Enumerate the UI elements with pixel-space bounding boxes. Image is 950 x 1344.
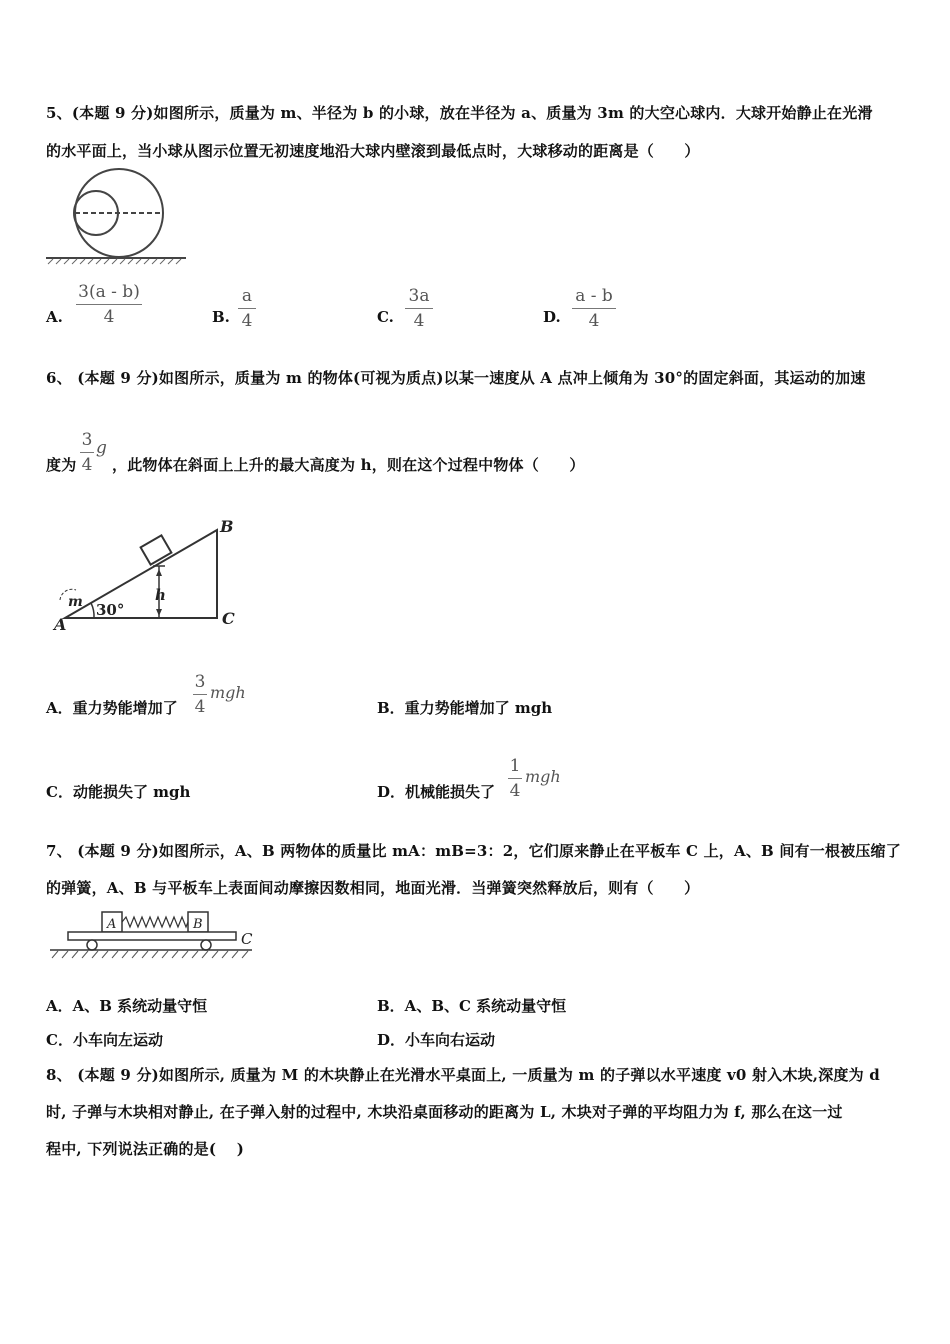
q7-text-line1: 7、 (本题 9 分)如图所示，A、B 两物体的质量比 mA：mB=3：2，它们原来静止在平板车 C 上，A、B 间有一根被压缩了 [46,842,901,860]
q5-option-b-fraction [238,286,256,331]
q7-figure-label-c: C [241,930,253,948]
q6-figure-label-a: A [54,615,67,634]
q5-option-a-fraction [76,282,142,327]
q6-option-d-numerator: 1 [509,756,521,776]
q6-option-c-text: C．动能损失了 mgh [46,783,191,801]
q6-option-d-fraction [508,756,522,801]
q5-text-line2: 的水平面上，当小球从图示位置无初速度地沿大球内壁滚到最低点时，大球移动的距离是（ ） [46,142,700,160]
q6-text-line1: 6、 (本题 9 分)如图所示，质量为 m 的物体(可视为质点)以某一速度从 A 点冲上倾角为 30°的固定斜面，其运动的加速 [46,369,866,387]
q7-figure-label-a: A [107,917,117,932]
q7-figure-cart [46,906,262,966]
q5-option-a-label: A. [46,308,63,326]
q7-text-line2: 的弹簧，A、B 与平板车上表面间动摩擦因数相同，地面光滑．当弹簧突然释放后，则有（ ） [46,879,700,897]
q6-option-a-fraction [193,672,207,717]
q6-text-line2-suffix: ，此物体在斜面上上升的最大高度为 h，则在这个过程中物体（ ） [112,456,585,474]
q5-option-a-numerator: 3(a - b) [78,282,140,302]
q7-option-c: C．小车向左运动 [46,1031,163,1049]
q5-option-d-fraction [572,286,616,331]
q8-text-line3: 程中, 下列说法正确的是( ) [46,1140,245,1158]
q6-figure-label-m: m [68,594,83,610]
q6-option-a-var: mgh [210,683,246,702]
q6-figure-label-c: C [222,609,235,628]
q8-text-line1: 8、 (本题 9 分)如图所示, 质量为 M 的木块静止在光滑水平桌面上, 一质量为 m 的子弹以水平速度 v0 射入木块,深度为 d [46,1066,880,1084]
q6-figure-label-angle: 30° [96,601,125,619]
q5-text-line1: 5、(本题 9 分)如图所示，质量为 m、半径为 b 的小球，放在半径为 a、质量为 3m 的大空心球内．大球开始静止在光滑 [46,104,873,122]
q5-option-c-denominator: 4 [413,311,425,331]
q5-option-c-numerator: 3a [408,286,430,306]
q6-acceleration-numerator: 3 [81,430,93,450]
q6-option-a-denominator: 4 [194,697,206,717]
q6-acceleration-var: g [96,438,107,458]
q8-text-line2: 时, 子弹与木块相对静止, 在子弹入射的过程中, 木块沿桌面移动的距离为 L, 木块对子弹的平均阻力为 f, 那么在这一过 [46,1103,843,1121]
q7-option-a: A．A、B 系统动量守恒 [46,997,208,1015]
q6-option-d-denominator: 4 [509,781,521,801]
q6-option-b-text: B．重力势能增加了 mgh [377,699,553,717]
q7-option-b: B．A、B、C 系统动量守恒 [377,997,567,1015]
q6-figure-incline [52,508,252,638]
q5-option-d-denominator: 4 [588,311,600,331]
q5-option-a-denominator: 4 [103,307,115,327]
q6-option-d-var: mgh [525,767,561,786]
q5-option-c-label: C. [377,308,394,326]
q7-option-d: D．小车向右运动 [377,1031,496,1049]
q5-option-b-label: B. [212,308,230,326]
q6-acceleration-fraction [80,430,94,475]
q6-option-a-text: A．重力势能增加了 [46,699,178,717]
q6-text-line2-prefix: 度为 [46,456,77,474]
q5-option-b-numerator: a [241,286,253,306]
q6-acceleration-denominator: 4 [81,455,93,475]
q5-option-c-fraction [405,286,433,331]
q6-figure-label-h: h [155,586,166,604]
q5-option-d-numerator: a - b [575,286,613,306]
q5-figure-spheres [44,166,190,266]
q6-option-d-text: D．机械能损失了 [377,783,496,801]
q6-option-a-numerator: 3 [194,672,206,692]
q5-option-b-denominator: 4 [241,311,253,331]
q5-option-d-label: D. [543,308,561,326]
q7-figure-label-b: B [193,917,203,932]
q6-figure-label-b: B [220,517,234,536]
